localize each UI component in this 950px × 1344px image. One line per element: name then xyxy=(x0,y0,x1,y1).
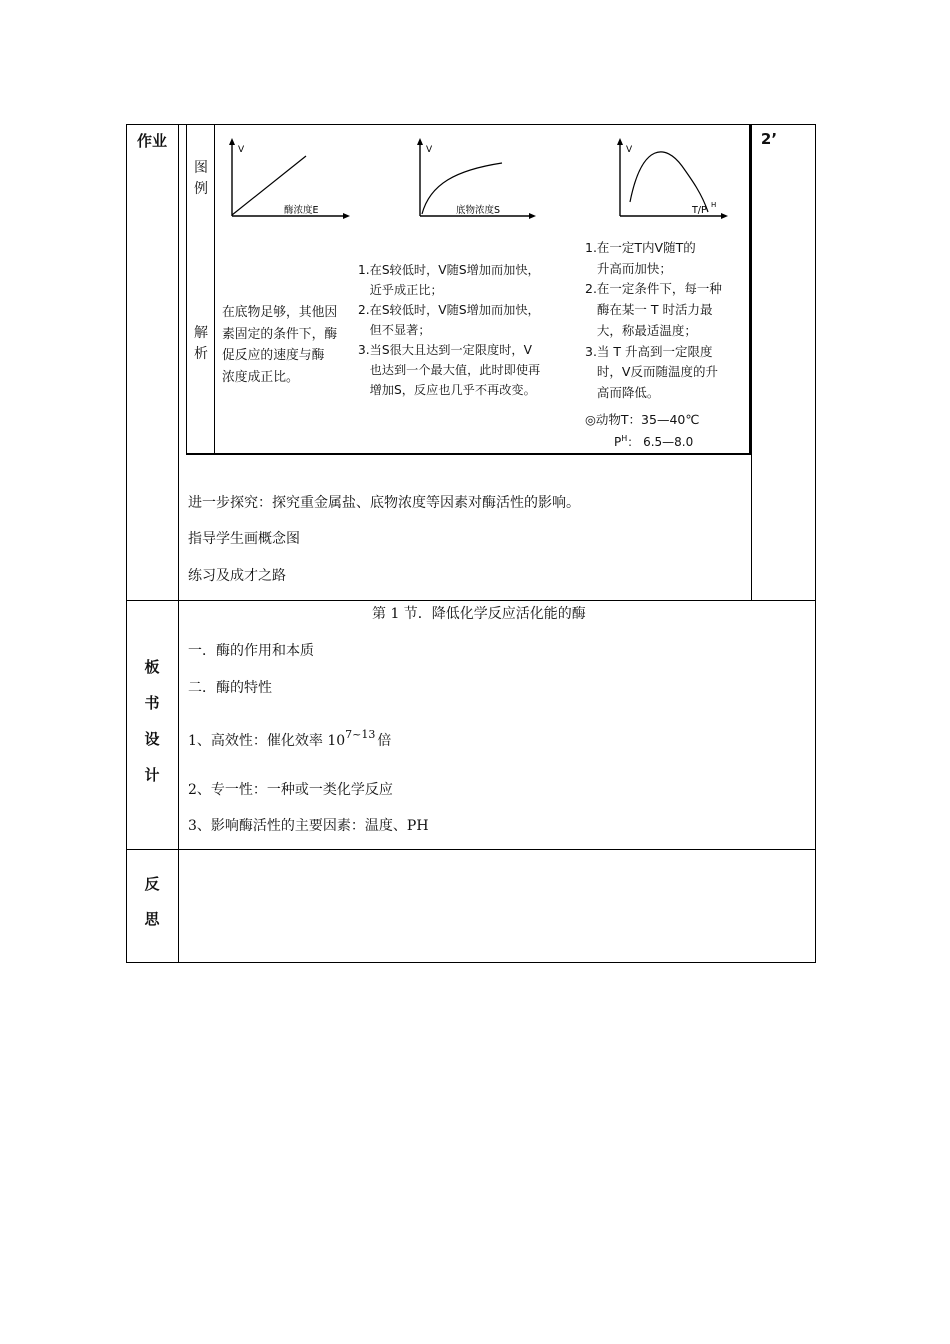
chart2-x-label: 底物浓度S xyxy=(456,205,501,216)
analysis-temperature-line-6: 3.当 T 升高到一定限度 xyxy=(585,343,713,359)
note-exercises: 练习及成才之路 xyxy=(188,568,286,584)
analysis-temperature-line-7: 时，V反而随温度的升 xyxy=(585,364,718,380)
x-axis-arrow xyxy=(529,213,536,219)
table-border-left xyxy=(126,124,127,963)
y-axis-arrow xyxy=(417,138,423,145)
chart1-x-label: 酶浓度E xyxy=(284,205,319,216)
y-axis-arrow xyxy=(229,138,235,145)
figure-table-bottom xyxy=(186,453,751,455)
x-axis-arrow xyxy=(721,213,728,219)
board-label-char-1: 板 xyxy=(144,658,160,676)
analysis-label-char-1: 解 xyxy=(194,325,208,341)
board-label-char-4: 计 xyxy=(144,766,160,784)
time-label: 2’ xyxy=(760,130,778,148)
note-concept-map: 指导学生画概念图 xyxy=(188,531,300,547)
analysis-substrate-line-2: 近乎成正比； xyxy=(358,283,443,297)
analysis-enzyme-line-1: 在底物足够，其他因 xyxy=(222,305,338,320)
chart3-y-label: V xyxy=(626,145,633,155)
board-item-4: 2、专一性：一种或一类化学反应 xyxy=(188,782,393,798)
board-item-5: 3、影响酶活性的主要因素：温度、PH xyxy=(188,818,429,834)
board-item-3 xyxy=(188,728,391,750)
ph-note-sup: H xyxy=(621,434,628,443)
board-title: 第 1 节．降低化学反应活化能的酶 xyxy=(372,606,586,622)
board-label-char-2: 书 xyxy=(144,694,160,712)
figure-table-inner-left xyxy=(214,124,215,454)
table-border-bottom xyxy=(126,962,816,963)
figure-label-char-1: 图 xyxy=(194,160,208,176)
analysis-substrate-line-6: 也达到一个最大值，此时即使再 xyxy=(358,363,541,377)
note-further-inquiry: 进一步探究：探究重金属盐、底物浓度等因素对酶活性的影响。 xyxy=(188,495,580,511)
analysis-temperature-line-2: 升高而加快； xyxy=(585,260,672,276)
analysis-temperature-line-1: 1.在一定T内V随T的 xyxy=(585,240,696,255)
chart1-y-label: V xyxy=(238,145,245,155)
board-item-2: 二．酶的特性 xyxy=(188,680,272,696)
analysis-substrate-line-7: 增加S，反应也几乎不再改变。 xyxy=(358,383,536,397)
animal-note: ◎动物T：35—40℃ xyxy=(585,412,700,427)
board-item-3-suffix: 倍 xyxy=(377,733,392,749)
y-axis-arrow xyxy=(617,138,623,145)
x-axis-arrow xyxy=(343,213,350,219)
row-divider-1 xyxy=(126,600,816,601)
board-label-char-3: 设 xyxy=(144,730,160,748)
chart2-y-label: V xyxy=(426,145,433,155)
chart-temperature-ph xyxy=(608,132,732,224)
analysis-enzyme-line-4: 浓度成正比。 xyxy=(222,369,299,385)
bell-curve xyxy=(630,152,708,212)
analysis-substrate-line-1: 1.在S较低时，V随S增加而加快， xyxy=(358,263,540,277)
figure-label xyxy=(191,158,211,200)
table-border-right xyxy=(815,124,816,963)
row-divider-2 xyxy=(126,849,816,850)
reflection-label-char-2: 思 xyxy=(144,910,160,928)
chart3-x-label: T/P xyxy=(692,205,707,216)
analysis-temperature-line-5: 大，称最适温度； xyxy=(585,322,697,338)
analysis-temperature-text xyxy=(585,238,722,404)
chart-enzyme-concentration xyxy=(222,132,352,224)
time-column-divider xyxy=(751,124,752,601)
analysis-temperature-line-8: 高而降低。 xyxy=(585,384,660,400)
analysis-substrate-line-5: 3.当S很大且达到一定限度时，V xyxy=(358,343,532,357)
analysis-enzyme-line-2: 素固定的条件下，酶 xyxy=(222,326,338,342)
figure-table-right xyxy=(749,124,751,454)
ph-note-value: ： 6.5—8.0 xyxy=(627,435,694,449)
analysis-temperature-line-3: 2.在一定条件下，每一种 xyxy=(585,281,722,297)
label-column-divider xyxy=(178,124,179,963)
figure-table-left xyxy=(186,124,187,454)
analysis-label-char-2: 析 xyxy=(194,346,208,362)
board-item-3-exponent: 7~13 xyxy=(345,728,376,741)
board-item-3-prefix: 1、高效性：催化效率 10 xyxy=(188,733,346,749)
homework-label: 作业 xyxy=(136,132,167,150)
ph-note xyxy=(614,428,693,453)
analysis-label xyxy=(191,323,211,365)
figure-label-char-2: 例 xyxy=(194,181,208,197)
analysis-substrate-line-4: 但不显著； xyxy=(358,323,431,337)
analysis-temperature-line-4: 酶在某一 T 时活力最 xyxy=(585,302,713,318)
analysis-substrate-line-3: 2.在S较低时，V随S增加而加快， xyxy=(358,303,540,317)
analysis-enzyme-text xyxy=(222,302,337,388)
chart3-x-label-sup: H xyxy=(711,201,717,209)
board-item-1: 一．酶的作用和本质 xyxy=(188,643,314,659)
ph-note-prefix: P xyxy=(614,435,622,449)
analysis-substrate-text xyxy=(358,260,540,400)
analysis-enzyme-line-3: 促反应的速度与酶 xyxy=(222,348,325,363)
chart-substrate-concentration xyxy=(408,132,538,224)
reflection-label-char-1: 反 xyxy=(144,875,160,893)
